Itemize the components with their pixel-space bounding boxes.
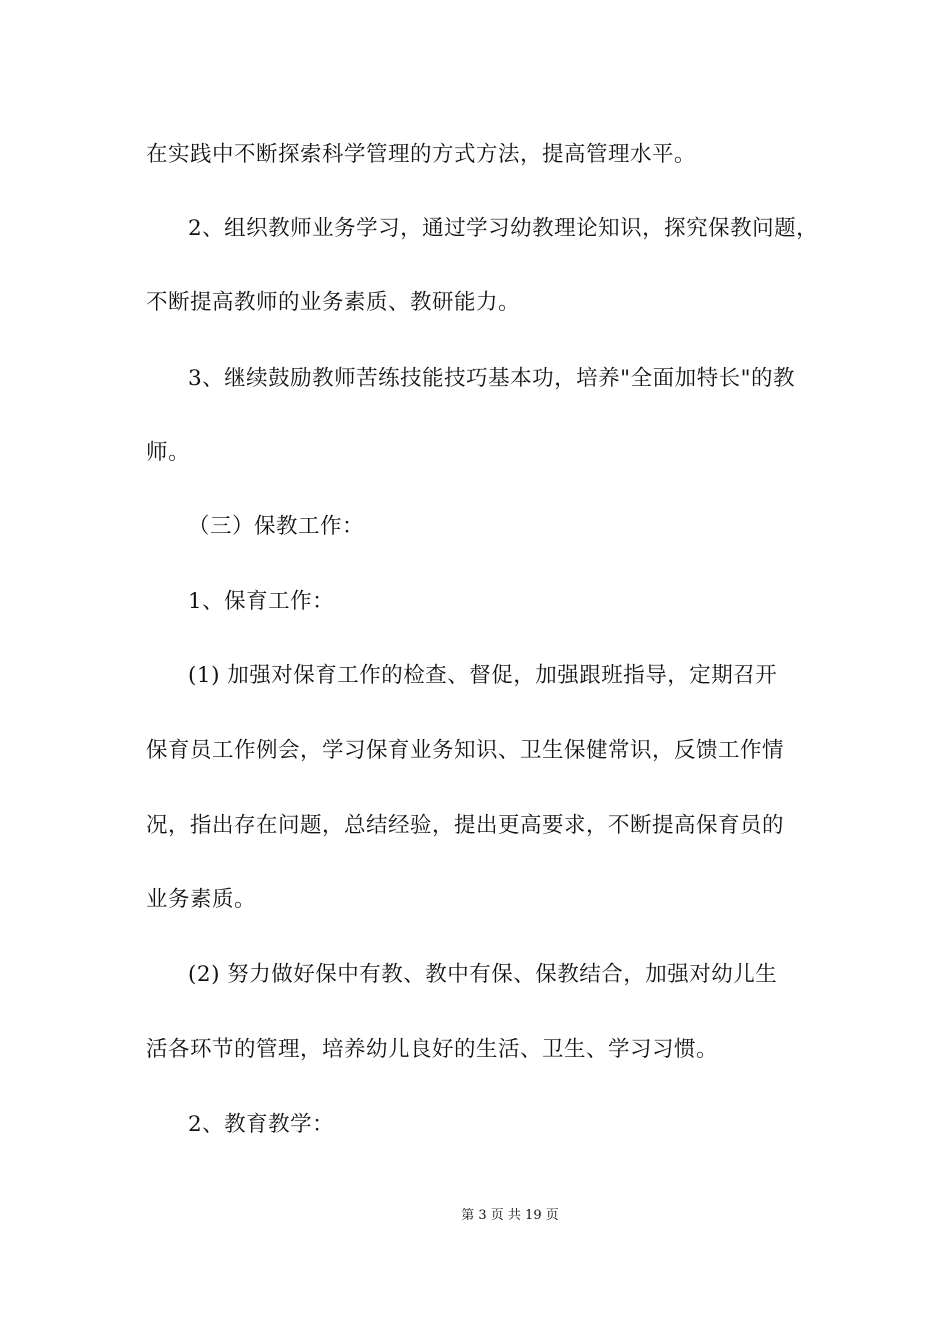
paragraph-line: (1) 加强对保育工作的检查、督促，加强跟班指导，定期召开 <box>188 663 778 688</box>
paragraph-line: 3、继续鼓励教师苦练技能技巧基本功，培养"全面加特长"的教 <box>188 366 795 391</box>
paragraph-line: 保育员工作例会，学习保育业务知识、卫生保健常识，反馈工作情 <box>146 738 785 763</box>
paragraph-line: 不断提高教师的业务素质、教研能力。 <box>146 290 521 315</box>
paragraph-line: 师。 <box>146 440 191 465</box>
subsection-heading: 1、保育工作： <box>188 589 335 614</box>
subsection-heading: 2、教育教学： <box>188 1112 335 1137</box>
paragraph-line: 活各环节的管理，培养幼儿良好的生活、卫生、学习习惯。 <box>146 1037 719 1062</box>
paragraph-line: 在实践中不断探索科学管理的方式方法，提高管理水平。 <box>146 142 697 167</box>
section-heading: （三）保教工作： <box>188 514 365 539</box>
paragraph-line: (2) 努力做好保中有教、教中有保、保教结合，加强对幼儿生 <box>188 962 778 987</box>
paragraph-line: 2、组织教师业务学习，通过学习幼教理论知识，探究保教问题， <box>188 216 819 241</box>
paragraph-line: 况，指出存在问题，总结经验，提出更高要求，不断提高保育员的 <box>146 813 785 838</box>
paragraph-line: 业务素质。 <box>146 887 257 912</box>
page-number-footer: 第 3 页 共 19 页 <box>461 1208 559 1223</box>
